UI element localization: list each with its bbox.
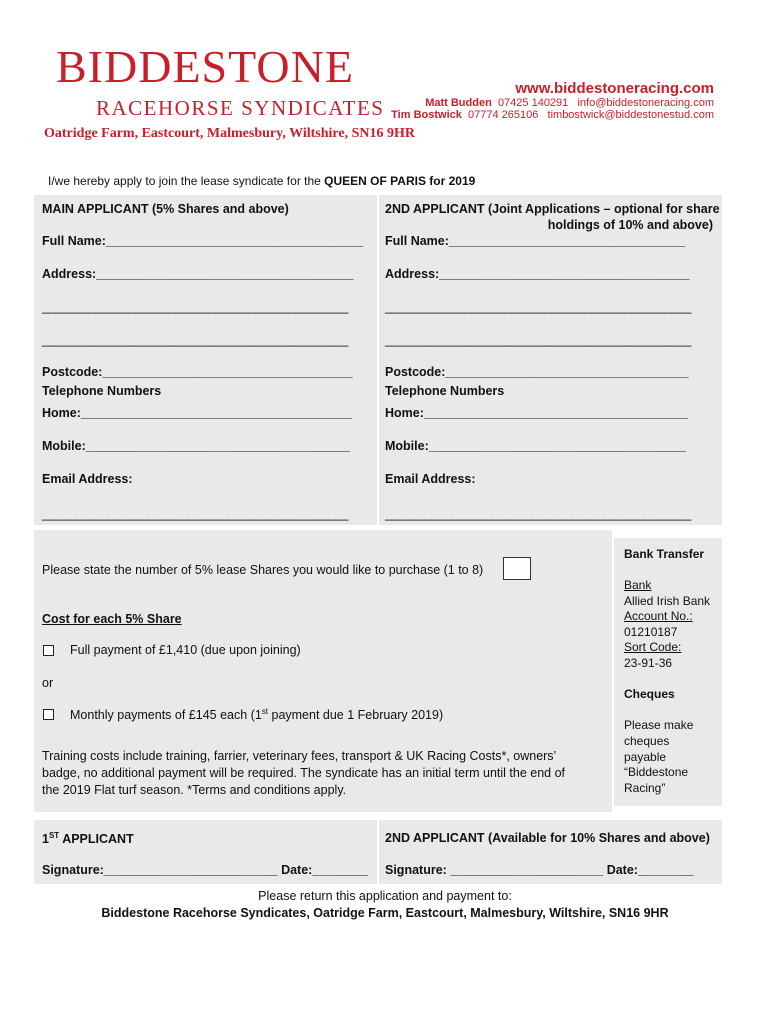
account-number: 01210187	[624, 625, 678, 639]
share-count-input[interactable]	[503, 557, 531, 580]
bank-label: Bank	[624, 578, 652, 592]
main-postcode-field[interactable]: Postcode:____________________________________	[42, 365, 353, 379]
cheque-line-2: cheques	[624, 734, 670, 748]
second-address-line-2[interactable]: ______________________________________________	[385, 300, 691, 314]
second-address-line-3[interactable]: ______________________________________________	[385, 333, 691, 347]
brand-name: BIDDESTONE	[56, 41, 354, 92]
monthly-text-a: Monthly payments of £145 each (1	[70, 708, 262, 723]
first-title-a: 1	[42, 832, 49, 847]
main-mobile-field[interactable]: Mobile:______________________________________	[42, 439, 350, 453]
main-address-field[interactable]: Address:_____________________________________	[42, 267, 354, 281]
intro-statement	[48, 174, 475, 188]
second-applicant-title: 2ND APPLICANT (Joint Applications – optional for share	[385, 202, 720, 216]
terms-line-3: the 2019 Flat turf season. *Terms and conditions apply.	[42, 783, 347, 797]
main-telephone-heading: Telephone Numbers	[42, 384, 162, 398]
contact-phone: 07425 140291	[497, 97, 569, 109]
second-postcode-field[interactable]: Postcode:___________________________________	[385, 365, 689, 379]
terms-line-1: Training costs include training, farrier, veterinary fees, transport & UK Racing Costs*, owners’	[42, 749, 557, 763]
second-applicant-title-cont: holdings of 10% and above)	[547, 218, 713, 232]
intro-text: I/we hereby apply to join the lease syndicate for the	[48, 174, 325, 188]
horse-name: QUEEN OF PARIS for 2019	[324, 174, 476, 188]
second-address-field[interactable]: Address:____________________________________	[385, 267, 690, 281]
cheque-line-5: Racing”	[624, 781, 666, 795]
share-count-question: Please state the number of 5% lease Shares you would like to purchase (1 to 8)	[42, 563, 484, 577]
or-label: or	[42, 676, 54, 690]
contact-name: Tim Bostwick	[391, 109, 462, 121]
contact-phone: 07774 265106	[468, 109, 539, 121]
contact-email[interactable]: info@biddestoneracing.com	[577, 97, 714, 109]
second-telephone-heading: Telephone Numbers	[385, 384, 505, 398]
main-full-name-field[interactable]: Full Name:_____________________________________	[42, 234, 364, 248]
second-mobile-field[interactable]: Mobile:_____________________________________	[385, 439, 686, 453]
account-label: Account No.:	[624, 609, 693, 623]
second-email-field[interactable]: ______________________________________________	[385, 507, 691, 521]
second-home-phone-field[interactable]: Home:______________________________________	[385, 406, 689, 420]
bank-transfer-heading: Bank Transfer	[624, 547, 705, 561]
main-email-label: Email Address:	[42, 472, 133, 486]
panel-divider	[377, 195, 379, 525]
main-email-field[interactable]: ______________________________________________	[42, 507, 348, 521]
bank-name: Allied Irish Bank	[624, 594, 711, 608]
monthly-ordinal: st	[261, 707, 269, 716]
full-payment-label: Full payment of £1,410 (due upon joining)	[70, 643, 301, 657]
website-link[interactable]: www.biddestoneracing.com	[515, 80, 714, 97]
signature-divider	[377, 820, 379, 884]
return-instruction: Please return this application and payment to:	[258, 889, 512, 903]
cheque-line-1: Please make	[624, 718, 694, 732]
second-applicant-sign-title: 2ND APPLICANT (Available for 10% Shares and above)	[385, 831, 710, 845]
monthly-payment-label	[70, 707, 443, 722]
contact-row-1	[425, 97, 714, 109]
full-payment-checkbox[interactable]	[43, 645, 54, 656]
sort-code: 23-91-36	[624, 656, 673, 670]
first-title-sup: ST	[48, 831, 60, 840]
brand-subtitle: RACEHORSE SYNDICATES	[96, 96, 385, 120]
cheque-line-4: “Biddestone	[624, 765, 689, 779]
monthly-text-b: payment due 1 February 2019)	[268, 708, 444, 723]
return-address: Biddestone Racehorse Syndicates, Oatridge Farm, Eastcourt, Malmesbury, Wiltshire, SN16 9HR	[101, 906, 669, 920]
contact-email[interactable]: timbostwick@biddestonestud.com	[547, 109, 714, 121]
main-home-phone-field[interactable]: Home:_______________________________________	[42, 406, 353, 420]
first-title-b: APPLICANT	[59, 832, 134, 847]
cost-heading: Cost for each 5% Share	[42, 612, 182, 626]
main-applicant-title: MAIN APPLICANT (5% Shares and above)	[42, 202, 289, 216]
first-signature-field[interactable]: Signature:_________________________ Date:________	[42, 863, 368, 877]
contact-name: Matt Budden	[425, 97, 492, 109]
main-address-line-2[interactable]: ______________________________________________	[42, 300, 348, 314]
company-address: Oatridge Farm, Eastcourt, Malmesbury, Wiltshire, SN16 9HR	[44, 126, 415, 141]
sort-code-label: Sort Code:	[624, 640, 682, 654]
contact-row-2	[391, 109, 714, 121]
cheque-line-3: payable	[624, 750, 667, 764]
terms-line-2: badge, no additional payment will be required. The syndicate has an initial term until the end of	[42, 766, 566, 780]
cheques-heading: Cheques	[624, 687, 675, 701]
second-email-label: Email Address:	[385, 472, 476, 486]
main-address-line-3[interactable]: ______________________________________________	[42, 333, 348, 347]
monthly-payment-checkbox[interactable]	[43, 709, 54, 720]
second-signature-field[interactable]: Signature: ______________________ Date:________	[385, 863, 694, 877]
first-applicant-sign-title	[42, 831, 134, 846]
second-full-name-field[interactable]: Full Name:__________________________________	[385, 234, 686, 248]
